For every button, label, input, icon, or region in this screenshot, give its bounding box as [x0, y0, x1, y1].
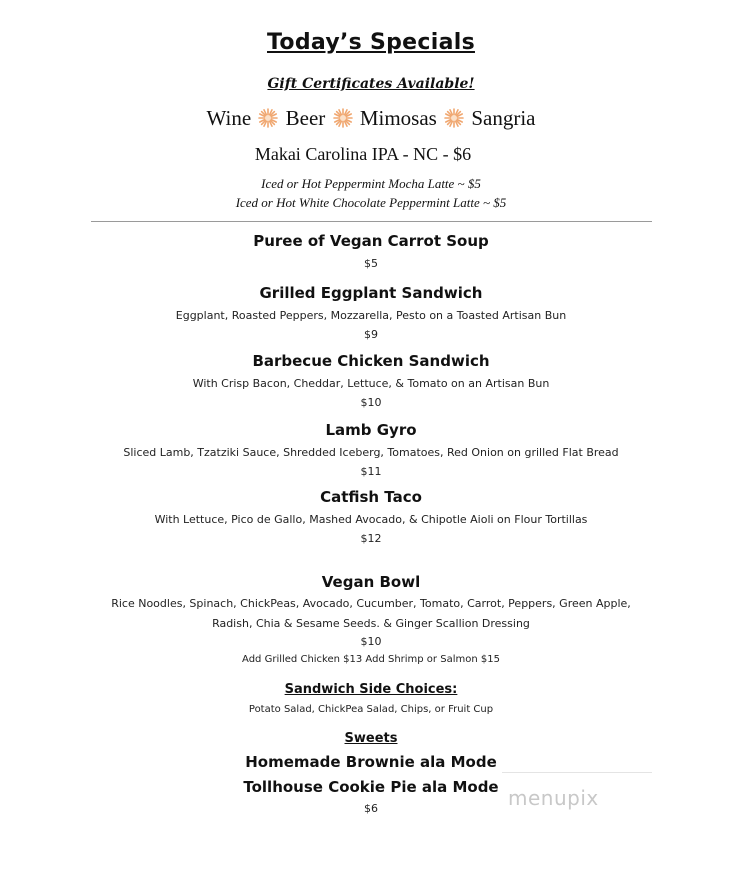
- item-price: $10: [360, 396, 382, 409]
- item-description: With Crisp Bacon, Cheddar, Lettuce, & Tomato on an Artisan Bun: [192, 377, 550, 390]
- sweets-title: Sweets: [344, 731, 398, 746]
- ipa-special: Makai Carolina IPA - NC - $6: [254, 144, 472, 164]
- sun-icon: [258, 108, 278, 128]
- item-description: Radish, Chia & Sesame Seeds. & Ginger Scallion Dressing: [212, 617, 530, 630]
- drinks-line: [0, 106, 742, 131]
- item-description: With Lettuce, Pico de Gallo, Mashed Avocado, & Chipotle Aioli on Flour Tortillas: [154, 513, 588, 526]
- sun-icon: [444, 108, 464, 128]
- item-name: Vegan Bowl: [321, 573, 421, 591]
- sides-list: Potato Salad, ChickPea Salad, Chips, or Fruit Cup: [248, 704, 494, 715]
- item-name: Barbecue Chicken Sandwich: [252, 352, 490, 370]
- gift-certificates-note: Gift Certificates Available!: [267, 76, 475, 92]
- item-name: Catfish Taco: [320, 488, 422, 506]
- drink-sangria: Sangria: [471, 106, 536, 130]
- item-price: $12: [360, 532, 382, 545]
- item-description: Eggplant, Roasted Peppers, Mozzarella, Pesto on a Toasted Artisan Bun: [175, 309, 567, 322]
- divider: [91, 221, 652, 222]
- page-title: Today’s Specials: [267, 30, 475, 55]
- latte-special-1: Iced or Hot Peppermint Mocha Latte ~ $5: [261, 176, 481, 191]
- item-description: Rice Noodles, Spinach, ChickPeas, Avocado, Cucumber, Tomato, Carrot, Peppers, Green Apple,: [111, 597, 631, 610]
- sun-icon: [333, 108, 353, 128]
- item-name: Grilled Eggplant Sandwich: [259, 284, 483, 302]
- latte-special-2: Iced or Hot White Chocolate Peppermint Latte ~ $5: [235, 195, 507, 210]
- item-description: Sliced Lamb, Tzatziki Sauce, Shredded Iceberg, Tomatoes, Red Onion on grilled Flat Bread: [123, 446, 619, 459]
- item-price: $11: [360, 465, 382, 478]
- drink-wine: Wine: [206, 106, 252, 130]
- watermark: menupix: [508, 786, 599, 810]
- item-price: $5: [364, 257, 378, 270]
- item-addons: Add Grilled Chicken $13 Add Shrimp or Salmon $15: [242, 654, 500, 665]
- item-name: Puree of Vegan Carrot Soup: [253, 232, 489, 250]
- sweet-item: Tollhouse Cookie Pie ala Mode: [243, 778, 499, 796]
- item-name: Lamb Gyro: [325, 421, 417, 439]
- sweet-item: Homemade Brownie ala Mode: [245, 753, 497, 771]
- item-price: $10: [360, 635, 382, 648]
- drink-beer: Beer: [285, 106, 326, 130]
- sides-title: Sandwich Side Choices:: [284, 682, 458, 697]
- item-price: $9: [364, 328, 378, 341]
- drink-mimosas: Mimosas: [359, 106, 437, 130]
- sweets-price: $6: [364, 802, 378, 815]
